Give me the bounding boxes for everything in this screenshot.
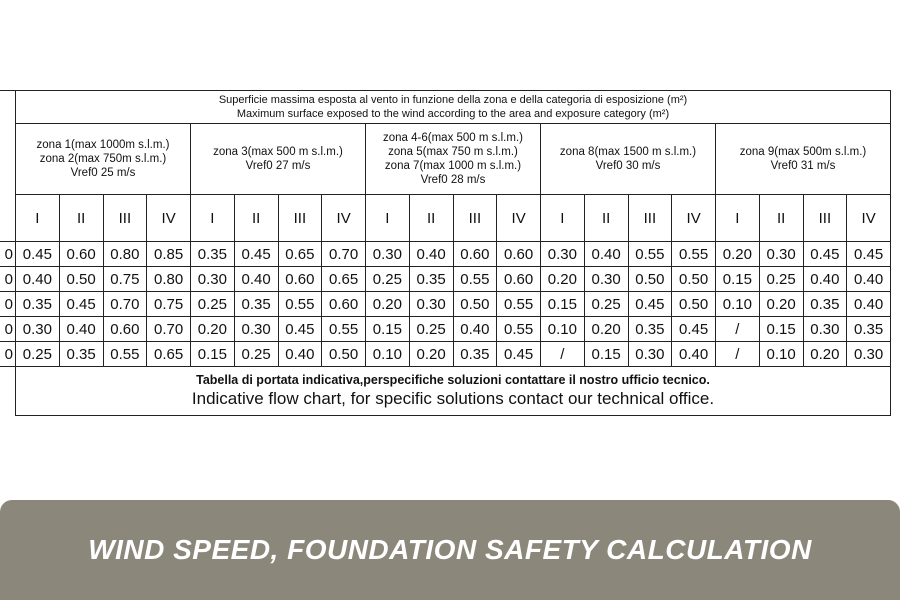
table-cell: 0.35 [59,342,103,367]
table-cell: 0.35 [847,317,891,342]
table-cell: 0.45 [803,242,847,267]
category-header: I [16,195,60,242]
table-cell: 0.20 [366,292,410,317]
table-cell: 0.55 [672,242,716,267]
table-cell: 0.20 [716,242,760,267]
table-cell: 0.45 [234,242,278,267]
table-cell: 0.65 [322,267,366,292]
table-cell: 0.40 [672,342,716,367]
table-cell: 0.65 [147,342,191,367]
table-cell: 0.30 [541,242,585,267]
table-cell: 0.30 [759,242,803,267]
table-cell: 0.20 [541,267,585,292]
footer-note-it: Tabella di portata indicativa,perspecifiche soluzioni contattare il nostro ufficio tecnico. [196,373,710,387]
zone-header-line: zona 3(max 500 m s.l.m.) [213,146,343,158]
table-cell: 0.45 [59,292,103,317]
table-cell: 0.30 [191,267,235,292]
zone-header [191,124,366,195]
table-cell: 0.20 [584,317,628,342]
table-cell: 0.50 [453,292,497,317]
table-cell: 0.55 [103,342,147,367]
zone-header [716,124,891,195]
table-cell: 0.45 [672,317,716,342]
table-cell: 0.40 [16,267,60,292]
zone-header-line: zona 8(max 1500 m s.l.m.) [559,146,697,158]
table-cell: 0.35 [803,292,847,317]
table-cell: 0.50 [322,342,366,367]
category-header-row [0,195,891,242]
zone-header-line: zona 1(max 1000m s.l.m.) [36,139,170,151]
table-cell: 0.45 [16,242,60,267]
category-header: II [409,195,453,242]
category-header: I [541,195,585,242]
table-cell: 0.40 [847,267,891,292]
table-cell: / [716,317,760,342]
category-header: I [191,195,235,242]
table-cell: 0.55 [453,267,497,292]
table-cell: 0.20 [409,342,453,367]
banner-title: WIND SPEED, FOUNDATION SAFETY CALCULATION [88,534,812,565]
table-cell: 0.40 [803,267,847,292]
table-cell: 0.60 [103,317,147,342]
table-cell: 0.80 [103,242,147,267]
table-cell: 0.75 [147,292,191,317]
table-cell: 0.25 [366,267,410,292]
table-title-en: Maximum surface exposed to the wind according to the area and exposure category (m²) [236,108,670,120]
category-header: II [584,195,628,242]
table-title [16,91,891,124]
table-cell: 0.20 [191,317,235,342]
table-row [0,292,891,317]
category-header: III [278,195,322,242]
table-row [0,342,891,367]
table-cell: 0.55 [278,292,322,317]
footer-spacer [0,367,16,416]
table-cell: 0.25 [16,342,60,367]
table-cell: 0.45 [628,292,672,317]
zone-header-line: zona 9(max 500m s.l.m.) [739,146,867,158]
table-cell: 0.60 [497,267,541,292]
table-cell: 0.10 [759,342,803,367]
zone-header-line: zona 5(max 750 m s.l.m.) [388,146,518,158]
table-cell: 0.40 [409,242,453,267]
table-cell: 0.10 [541,317,585,342]
zone-header [16,124,191,195]
table-cell: 0.60 [497,242,541,267]
table-cell: 0.45 [847,242,891,267]
table-cell: 0.30 [16,317,60,342]
category-header: IV [847,195,891,242]
table-cell: 0.65 [278,242,322,267]
table-cell: 0.60 [278,267,322,292]
row-label: 0 [0,317,16,342]
zone-header-line: Vref0 28 m/s [420,174,486,186]
category-header: III [803,195,847,242]
title-banner [0,500,900,600]
table-cell: 0.85 [147,242,191,267]
table-cell: 0.15 [366,317,410,342]
category-header: IV [497,195,541,242]
zone-header-line: Vref0 27 m/s [245,160,311,172]
table-title-it: Superficie massima esposta al vento in funzione della zona e della categoria di esposizione (m²) [218,94,688,106]
table-cell: 0.35 [234,292,278,317]
table-body [0,242,891,367]
table-cell: 0.25 [584,292,628,317]
table-cell: 0.40 [453,317,497,342]
table-cell: 0.60 [453,242,497,267]
table-cell: 0.20 [759,292,803,317]
category-header: IV [672,195,716,242]
zone-header [541,124,716,195]
table-footer [16,367,891,416]
zone-header-row [0,124,891,195]
table-cell: 0.25 [759,267,803,292]
wind-surface-table [0,90,891,416]
table-row [0,242,891,267]
table-cell: 0.50 [628,267,672,292]
table-cell: 0.40 [278,342,322,367]
zone-header-line: Vref0 30 m/s [595,160,661,172]
table-cell: 0.15 [584,342,628,367]
table-cell: / [716,342,760,367]
table-cell: 0.15 [716,267,760,292]
category-header: III [628,195,672,242]
table-cell: 0.10 [366,342,410,367]
row-label: 0 [0,342,16,367]
table-cell: 0.25 [234,342,278,367]
table-cell: 0.55 [497,292,541,317]
table-cell: 0.40 [234,267,278,292]
category-header: IV [322,195,366,242]
table-cell: / [541,342,585,367]
category-header: IV [147,195,191,242]
table-cell: 0.25 [409,317,453,342]
table-cell: 0.30 [366,242,410,267]
category-header: I [366,195,410,242]
table-cell: 0.15 [541,292,585,317]
table-cell: 0.80 [147,267,191,292]
table-cell: 0.15 [759,317,803,342]
table-cell: 0.50 [59,267,103,292]
table-row [0,267,891,292]
table-cell: 0.45 [278,317,322,342]
table-cell: 0.75 [103,267,147,292]
table-cell: 0.70 [322,242,366,267]
table-cell: 0.15 [191,342,235,367]
table-cell: 0.35 [16,292,60,317]
category-header: III [453,195,497,242]
category-header: II [759,195,803,242]
table-cell: 0.30 [234,317,278,342]
row-label: 0 [0,292,16,317]
row-label: 0 [0,242,16,267]
table-cell: 0.45 [497,342,541,367]
zone-header [366,124,541,195]
zone-header-line: Vref0 31 m/s [770,160,836,172]
table-cell: 0.40 [584,242,628,267]
row-label: 0 [0,267,16,292]
category-header: III [103,195,147,242]
table-cell: 0.60 [322,292,366,317]
zone-header-line: Vref0 25 m/s [70,167,136,179]
table-cell: 0.30 [628,342,672,367]
category-header: I [716,195,760,242]
table-cell: 0.35 [628,317,672,342]
zone-header-line: zona 7(max 1000 m s.l.m.) [384,160,522,172]
table-cell: 0.10 [716,292,760,317]
table-cell: 0.55 [322,317,366,342]
table-cell: 0.30 [803,317,847,342]
table-cell: 0.35 [409,267,453,292]
zone-header-line: zona 2(max 750m s.l.m.) [39,153,167,165]
table-cell: 0.25 [191,292,235,317]
table-cell: 0.70 [103,292,147,317]
row-label-header [0,91,16,242]
table-cell: 0.30 [847,342,891,367]
category-header: II [59,195,103,242]
wind-table-container [0,90,890,416]
table-row [0,317,891,342]
category-header: II [234,195,278,242]
table-cell: 0.50 [672,292,716,317]
table-cell: 0.70 [147,317,191,342]
table-cell: 0.20 [803,342,847,367]
table-cell: 0.30 [584,267,628,292]
table-cell: 0.60 [59,242,103,267]
table-cell: 0.55 [497,317,541,342]
footer-note-en: Indicative flow chart, for specific solutions contact our technical office. [191,389,715,408]
table-cell: 0.50 [672,267,716,292]
table-cell: 0.30 [409,292,453,317]
table-cell: 0.35 [191,242,235,267]
table-cell: 0.35 [453,342,497,367]
table-cell: 0.40 [59,317,103,342]
table-cell: 0.40 [847,292,891,317]
table-cell: 0.55 [628,242,672,267]
zone-header-line: zona 4-6(max 500 m s.l.m.) [383,132,523,144]
